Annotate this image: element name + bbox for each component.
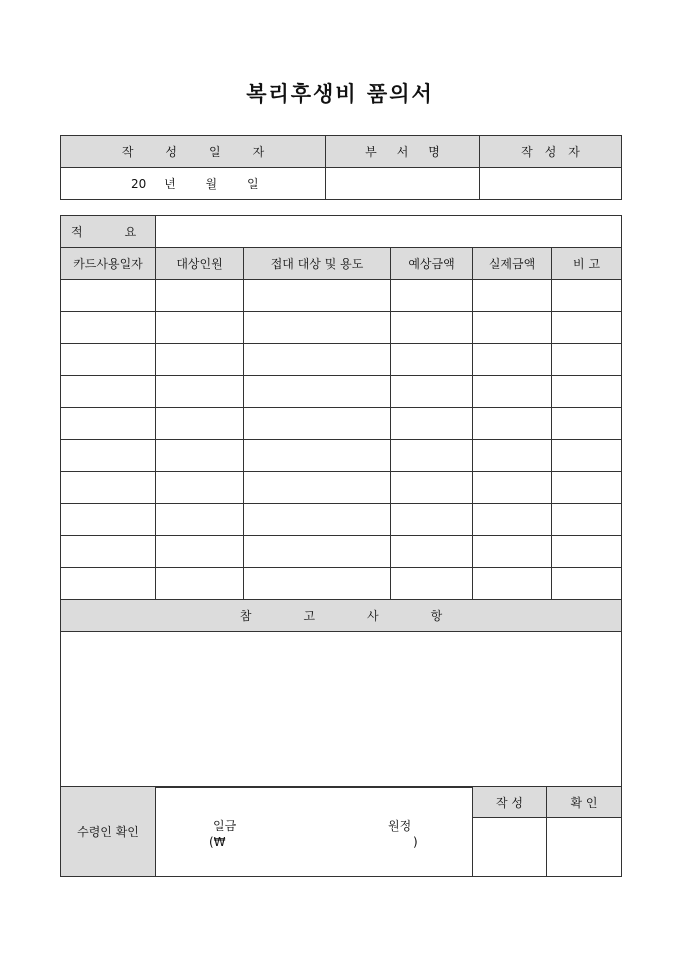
table-cell[interactable]: [391, 568, 473, 600]
table-cell[interactable]: [473, 536, 552, 568]
table-cell[interactable]: [244, 536, 391, 568]
table-cell[interactable]: [391, 504, 473, 536]
table-cell[interactable]: [156, 312, 244, 344]
expense-table: [60, 215, 622, 788]
notes-label-3: 사: [367, 609, 379, 623]
table-cell[interactable]: [552, 568, 622, 600]
table-cell[interactable]: [552, 440, 622, 472]
table-cell[interactable]: [552, 472, 622, 504]
document-title: 복리후생비 품의서: [246, 81, 434, 106]
table-cell[interactable]: [473, 472, 552, 504]
receiver-label-cell: 수령인 확인: [61, 787, 156, 877]
table-row: [61, 280, 622, 312]
dept-label-1: 부: [365, 145, 377, 159]
table-cell[interactable]: [391, 408, 473, 440]
dept-label-cell: [326, 136, 480, 168]
notes-label-2: 고: [303, 609, 316, 623]
table-cell[interactable]: [391, 472, 473, 504]
date-label-3: 일: [209, 145, 221, 159]
table-cell[interactable]: [61, 344, 156, 376]
confirm-label-cell: 확 인: [547, 787, 622, 818]
table-cell[interactable]: [156, 472, 244, 504]
table-cell[interactable]: [61, 408, 156, 440]
table-cell[interactable]: [61, 536, 156, 568]
dept-value-cell[interactable]: [326, 168, 480, 200]
table-cell[interactable]: [391, 536, 473, 568]
date-day-label: 일: [246, 177, 259, 191]
date-label-1: 작: [121, 145, 134, 159]
table-cell[interactable]: [244, 472, 391, 504]
writer-value-cell[interactable]: [480, 168, 622, 200]
writer-label-cell: [480, 136, 622, 168]
table-cell[interactable]: [473, 568, 552, 600]
write-sign-cell[interactable]: [473, 818, 547, 877]
table-cell[interactable]: [156, 408, 244, 440]
date-label-2: 성: [165, 145, 177, 159]
table-cell[interactable]: [473, 344, 552, 376]
confirm-sign-cell[interactable]: [547, 818, 622, 877]
write-label-cell: 작 성: [473, 787, 547, 818]
notes-label-cell: [61, 600, 622, 632]
date-value-cell[interactable]: [61, 168, 326, 200]
table-cell[interactable]: [552, 536, 622, 568]
amount-cell[interactable]: [156, 787, 473, 877]
col-expected-amount: 예상금액: [391, 248, 473, 280]
table-cell[interactable]: [61, 472, 156, 504]
expense-rows: [61, 280, 622, 600]
table-cell[interactable]: [552, 280, 622, 312]
table-cell[interactable]: [156, 376, 244, 408]
table-row: [61, 344, 622, 376]
date-year-label: 년: [164, 177, 176, 191]
table-cell[interactable]: [473, 280, 552, 312]
date-label-cell: [61, 136, 326, 168]
table-row: [61, 440, 622, 472]
table-cell[interactable]: [552, 408, 622, 440]
table-cell[interactable]: [473, 408, 552, 440]
table-cell[interactable]: [244, 312, 391, 344]
notes-label-4: 항: [430, 609, 443, 623]
table-cell[interactable]: [473, 312, 552, 344]
table-cell[interactable]: [244, 504, 391, 536]
table-cell[interactable]: [156, 504, 244, 536]
notes-label-1: 참: [239, 609, 252, 623]
table-cell[interactable]: [61, 376, 156, 408]
amount-suffix: 원정: [388, 819, 412, 833]
col-headcount: 대상인원: [156, 248, 244, 280]
table-row: [61, 376, 622, 408]
table-cell[interactable]: [244, 344, 391, 376]
table-cell[interactable]: [391, 344, 473, 376]
table-cell[interactable]: [244, 408, 391, 440]
table-cell[interactable]: [156, 568, 244, 600]
table-cell[interactable]: [391, 376, 473, 408]
table-cell[interactable]: [156, 280, 244, 312]
table-cell[interactable]: [552, 312, 622, 344]
summary-value-cell[interactable]: [156, 216, 622, 248]
table-cell[interactable]: [61, 312, 156, 344]
table-cell[interactable]: [61, 440, 156, 472]
table-cell[interactable]: [552, 504, 622, 536]
table-cell[interactable]: [473, 440, 552, 472]
amount-prefix: 일금: [213, 819, 237, 833]
date-year: 20: [131, 177, 147, 191]
table-cell[interactable]: [244, 440, 391, 472]
writer-label-2: 성: [544, 145, 557, 159]
dept-label-2: 서: [396, 145, 409, 159]
table-cell[interactable]: [391, 440, 473, 472]
summary-label-1: 적: [71, 225, 83, 239]
amount-paren-open: (₩: [209, 835, 226, 849]
col-card-date: 카드사용일자: [61, 248, 156, 280]
column-header-row: [61, 248, 622, 280]
table-row: [61, 568, 622, 600]
table-row: [61, 312, 622, 344]
date-label-4: 자: [252, 145, 265, 159]
table-row: [61, 408, 622, 440]
table-cell[interactable]: [244, 568, 391, 600]
table-cell[interactable]: [473, 376, 552, 408]
table-cell[interactable]: [473, 504, 552, 536]
table-cell[interactable]: [61, 504, 156, 536]
dept-label-3: 명: [428, 145, 440, 159]
table-cell[interactable]: [552, 376, 622, 408]
table-row: [61, 536, 622, 568]
table-cell[interactable]: [391, 280, 473, 312]
col-actual-amount: 실제금액: [473, 248, 552, 280]
table-cell[interactable]: [244, 280, 391, 312]
table-cell[interactable]: [61, 280, 156, 312]
table-cell[interactable]: [61, 568, 156, 600]
summary-label-cell: [61, 216, 156, 248]
table-cell[interactable]: [552, 344, 622, 376]
table-cell[interactable]: [156, 440, 244, 472]
date-month-label: 월: [205, 177, 218, 191]
col-purpose: 접대 대상 및 용도: [244, 248, 391, 280]
header-table: [60, 135, 622, 200]
summary-label-2: 요: [124, 225, 137, 239]
table-row: [61, 472, 622, 504]
notes-body[interactable]: [61, 632, 622, 788]
writer-label-1: 작: [521, 145, 533, 159]
col-remarks: 비 고: [552, 248, 622, 280]
table-cell[interactable]: [244, 376, 391, 408]
table-cell[interactable]: [156, 344, 244, 376]
receiver-table: [60, 786, 622, 877]
table-cell[interactable]: [391, 312, 473, 344]
table-row: [61, 504, 622, 536]
table-cell[interactable]: [156, 536, 244, 568]
writer-label-3: 자: [568, 145, 580, 159]
amount-paren-close: ): [413, 835, 418, 849]
